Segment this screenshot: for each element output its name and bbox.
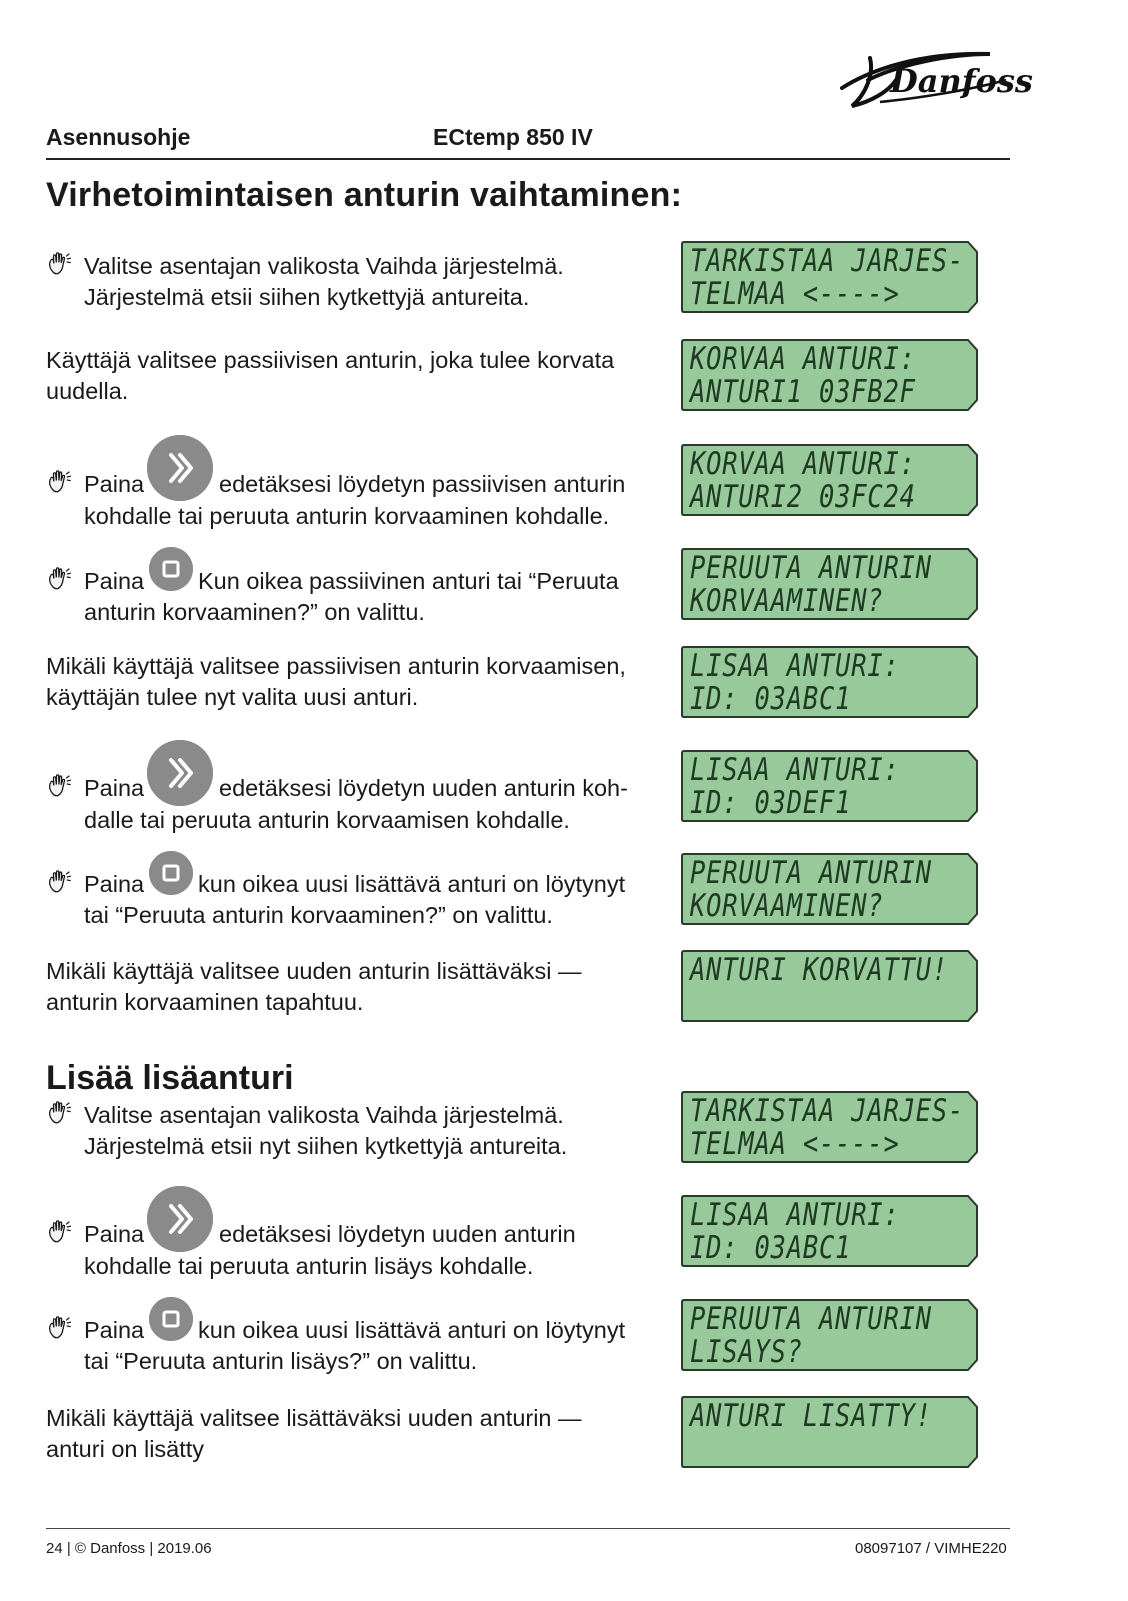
paina-label: Paina	[84, 1221, 145, 1247]
hand-pointer-icon	[46, 772, 74, 800]
lcd-line-2: LISAYS?	[690, 1334, 803, 1370]
confirm-button-icon[interactable]	[149, 1297, 193, 1341]
lcd-display	[680, 1395, 980, 1469]
info-text: Mikäli käyttäjä valitsee uuden anturin lisättäväksi —	[46, 958, 582, 984]
lcd-line-2: ID: 03DEF1	[690, 785, 852, 821]
lcd-line-1: LISAA ANTURI:	[690, 752, 900, 788]
info-text: anturi on lisätty	[46, 1436, 205, 1462]
paina-label: Paina	[84, 871, 145, 897]
lcd-display	[680, 949, 980, 1023]
lcd-line-1: TARKISTAA JARJES-	[690, 1093, 965, 1129]
page-number-copyright: 24 | © Danfoss | 2019.06	[46, 1540, 212, 1557]
product-name: ECtemp 850 IV	[433, 124, 593, 150]
lcd-line-1: TARKISTAA JARJES-	[690, 243, 965, 279]
step-text: Järjestelmä etsii siihen kytkettyjä antureita.	[84, 284, 530, 310]
lcd-display	[680, 645, 980, 719]
hand-pointer-icon	[46, 468, 74, 496]
lcd-display	[680, 240, 980, 314]
lcd-line-2: TELMAA <---->	[690, 276, 900, 312]
step-text: dalle tai peruuta anturin korvaamisen kohdalle.	[84, 807, 570, 833]
document-code: 08097107 / VIMHE220	[855, 1540, 1007, 1557]
step-text: Valitse asentajan valikosta Vaihda järjestelmä.	[84, 253, 564, 279]
step-text: edetäksesi löydetyn uuden anturin	[219, 1221, 576, 1247]
step-text: tai “Peruuta anturin korvaaminen?” on valittu.	[84, 902, 553, 928]
step-text: kohdalle tai peruuta anturin lisäys kohdalle.	[84, 1253, 534, 1279]
hand-pointer-icon	[46, 1099, 74, 1127]
lcd-line-1: PERUUTA ANTURIN	[690, 1301, 932, 1337]
info-text: Mikäli käyttäjä valitsee passiivisen anturin korvaamisen,	[46, 653, 626, 679]
danfoss-logo	[840, 40, 1033, 116]
info-text: anturin korvaaminen tapahtuu.	[46, 989, 364, 1015]
lcd-line-2: ID: 03ABC1	[690, 681, 852, 717]
lcd-display	[680, 338, 980, 412]
info-text: Mikäli käyttäjä valitsee lisättäväksi uuden anturin —	[46, 1405, 582, 1431]
lcd-line-2: KORVAAMINEN?	[690, 888, 884, 924]
paina-label: Paina	[84, 775, 145, 801]
forward-button-icon[interactable]	[147, 1186, 213, 1252]
section1-title: Virhetoimintaisen anturin vaihtaminen:	[46, 176, 683, 214]
lcd-display	[680, 1090, 980, 1164]
lcd-line-1: PERUUTA ANTURIN	[690, 855, 932, 891]
lcd-display	[680, 547, 980, 621]
step-text: Kun oikea passiivinen anturi tai “Peruuta	[198, 568, 619, 594]
footer-divider	[46, 1528, 1010, 1529]
info-text: käyttäjän tulee nyt valita uusi anturi.	[46, 684, 419, 710]
step-text: anturin korvaaminen?” on valittu.	[84, 599, 425, 625]
lcd-line-1: ANTURI KORVATTU!	[690, 952, 948, 988]
lcd-line-1: PERUUTA ANTURIN	[690, 550, 932, 586]
hand-pointer-icon	[46, 1314, 74, 1342]
lcd-display	[680, 443, 980, 517]
hand-pointer-icon	[46, 868, 74, 896]
info-text: Käyttäjä valitsee passiivisen anturin, joka tulee korvata	[46, 347, 615, 373]
forward-button-icon[interactable]	[147, 740, 213, 806]
logo-text: Danfoss	[890, 62, 1033, 100]
lcd-line-2: TELMAA <---->	[690, 1126, 900, 1162]
lcd-line-2: ANTURI1 03FB2F	[690, 374, 916, 410]
confirm-button-icon[interactable]	[149, 851, 193, 895]
lcd-line-2: ANTURI2 03FC24	[690, 479, 916, 515]
lcd-line-1: KORVAA ANTURI:	[690, 341, 916, 377]
lcd-display	[680, 852, 980, 926]
step-text: kun oikea uusi lisättävä anturi on löytynyt	[198, 871, 626, 897]
lcd-line-2: ID: 03ABC1	[690, 1230, 852, 1266]
hand-pointer-icon	[46, 1218, 74, 1246]
lcd-line-1: KORVAA ANTURI:	[690, 446, 916, 482]
paina-label: Paina	[84, 568, 145, 594]
step-text: edetäksesi löydetyn uuden anturin koh-	[219, 775, 628, 801]
lcd-line-2: KORVAAMINEN?	[690, 583, 884, 619]
header-divider	[46, 158, 1010, 160]
step-text: Järjestelmä etsii nyt siihen kytkettyjä antureita.	[84, 1133, 568, 1159]
lcd-line-1: LISAA ANTURI:	[690, 1197, 900, 1233]
hand-pointer-icon	[46, 250, 74, 278]
step-text: edetäksesi löydetyn passiivisen anturin	[219, 471, 626, 497]
lcd-display	[680, 1194, 980, 1268]
section2-title: Lisää lisäanturi	[46, 1059, 294, 1097]
step-text: kun oikea uusi lisättävä anturi on löytynyt	[198, 1317, 626, 1343]
confirm-button-icon[interactable]	[149, 547, 193, 591]
paina-label: Paina	[84, 471, 145, 497]
info-text: uudella.	[46, 378, 129, 404]
doc-type: Asennusohje	[46, 124, 191, 150]
lcd-display	[680, 749, 980, 823]
step-text: Valitse asentajan valikosta Vaihda järjestelmä.	[84, 1102, 564, 1128]
lcd-line-1: LISAA ANTURI:	[690, 648, 900, 684]
hand-pointer-icon	[46, 565, 74, 593]
step-text: kohdalle tai peruuta anturin korvaaminen kohdalle.	[84, 503, 610, 529]
paina-label: Paina	[84, 1317, 145, 1343]
lcd-display	[680, 1298, 980, 1372]
forward-button-icon[interactable]	[147, 435, 213, 501]
lcd-line-1: ANTURI LISATTY!	[690, 1398, 932, 1434]
step-text: tai “Peruuta anturin lisäys?” on valittu.	[84, 1348, 478, 1374]
